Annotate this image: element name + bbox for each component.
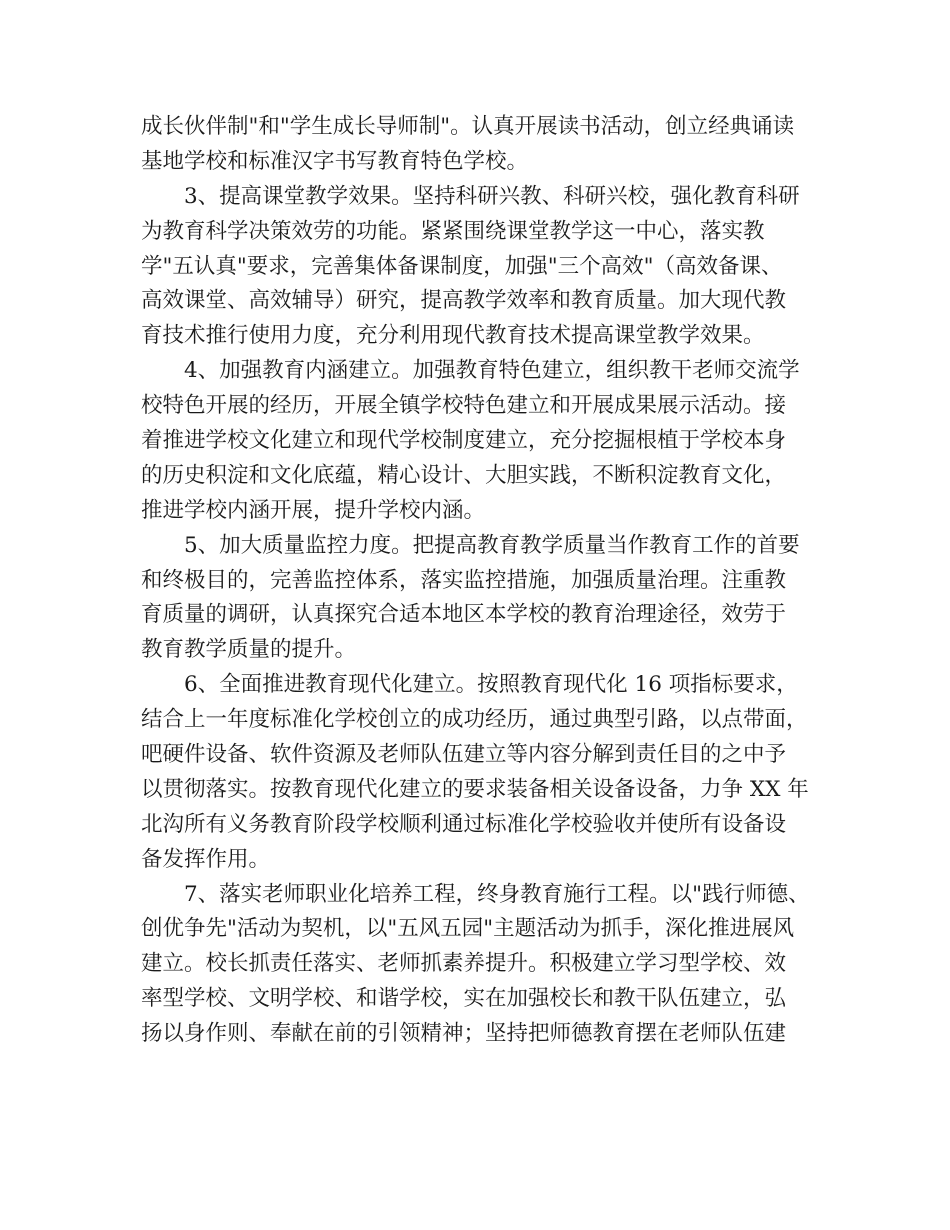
text-line: 3、提高课堂教学效果。坚持科研兴教、科研兴校，强化教育科研 [184, 183, 800, 209]
text-line: 4、加强教育内涵建立。加强教育特色建立，组织教干老师交流学 [184, 358, 800, 384]
text-line: 扬以身作则、奉献在前的引领精神；坚持把师德教育摆在老师队伍建 [141, 1021, 787, 1047]
text-line: 育技术推行使用力度，充分利用现代教育技术提高课堂教学效果。 [141, 323, 765, 349]
text-line: 成长伙伴制"和"学生成长导师制"。认真开展读书活动，创立经典诵读 [141, 114, 795, 139]
text-line: 北沟所有义务教育阶段学校顺利通过标准化学校验收并使所有设备设 [141, 811, 787, 837]
text-line: 率型学校、文明学校、和谐学校，实在加强校长和教干队伍建立，弘 [141, 986, 787, 1012]
text-line: 以贯彻落实。按教育现代化建立的要求装备相关设备设备，力争 XX 年 [141, 776, 809, 802]
document-page [141, 110, 809, 1052]
text-line: 基地学校和标准汉字书写教育特色学校。 [141, 148, 529, 174]
text-line: 吧硬件设备、软件资源及老师队伍建立等内容分解到责任目的之中予 [141, 742, 787, 768]
paragraph-intro [141, 110, 809, 180]
text-line: 的历史积淀和文化底蕴，精心设计、大胆实践，不断积淀教育文化， [141, 462, 787, 488]
text-line: 高效课堂、高效辅导）研究，提高教学效率和教育质量。加大现代教 [141, 288, 787, 314]
text-line: 学"五认真"要求，完善集体备课制度，加强"三个高效"（高效备课、 [141, 253, 783, 279]
paragraph-3 [141, 180, 809, 354]
text-line: 为教育科学决策效劳的功能。紧紧围绕课堂教学这一中心，落实教 [141, 218, 765, 244]
text-line: 育质量的调研，认真探究合适本地区本学校的教育治理途径，效劳于 [141, 602, 787, 628]
paragraph-7 [141, 878, 809, 1052]
paragraph-6 [141, 668, 809, 877]
text-line: 备发挥作用。 [141, 846, 271, 872]
text-line: 7、落实老师职业化培养工程，终身教育施行工程。以"践行师德、 [184, 881, 810, 907]
text-line: 建立。校长抓责任落实、老师抓素养提升。积极建立学习型学校、效 [141, 951, 787, 977]
text-line: 和终极目的，完善监控体系，落实监控措施，加强质量治理。注重教 [141, 567, 787, 593]
text-line: 校特色开展的经历，开展全镇学校特色建立和开展成果展示活动。接 [141, 393, 787, 419]
paragraph-4 [141, 354, 809, 528]
text-line: 推进学校内涵开展，提升学校内涵。 [141, 497, 486, 523]
text-line: 5、加大质量监控力度。把提高教育教学质量当作教育工作的首要 [184, 532, 800, 558]
text-line: 着推进学校文化建立和现代学校制度建立，充分挖掘根植于学校本身 [141, 428, 787, 454]
text-line: 6、全面推进教育现代化建立。按照教育现代化 16 项指标要求， [184, 672, 798, 698]
paragraph-5 [141, 529, 809, 669]
text-line: 结合上一年度标准化学校创立的成功经历，通过典型引路，以点带面， [141, 707, 808, 733]
text-line: 教育教学质量的提升。 [141, 637, 357, 663]
text-line: 创优争先"活动为契机，以"五风五园"主题活动为抓手，深化推进展风 [141, 916, 795, 942]
